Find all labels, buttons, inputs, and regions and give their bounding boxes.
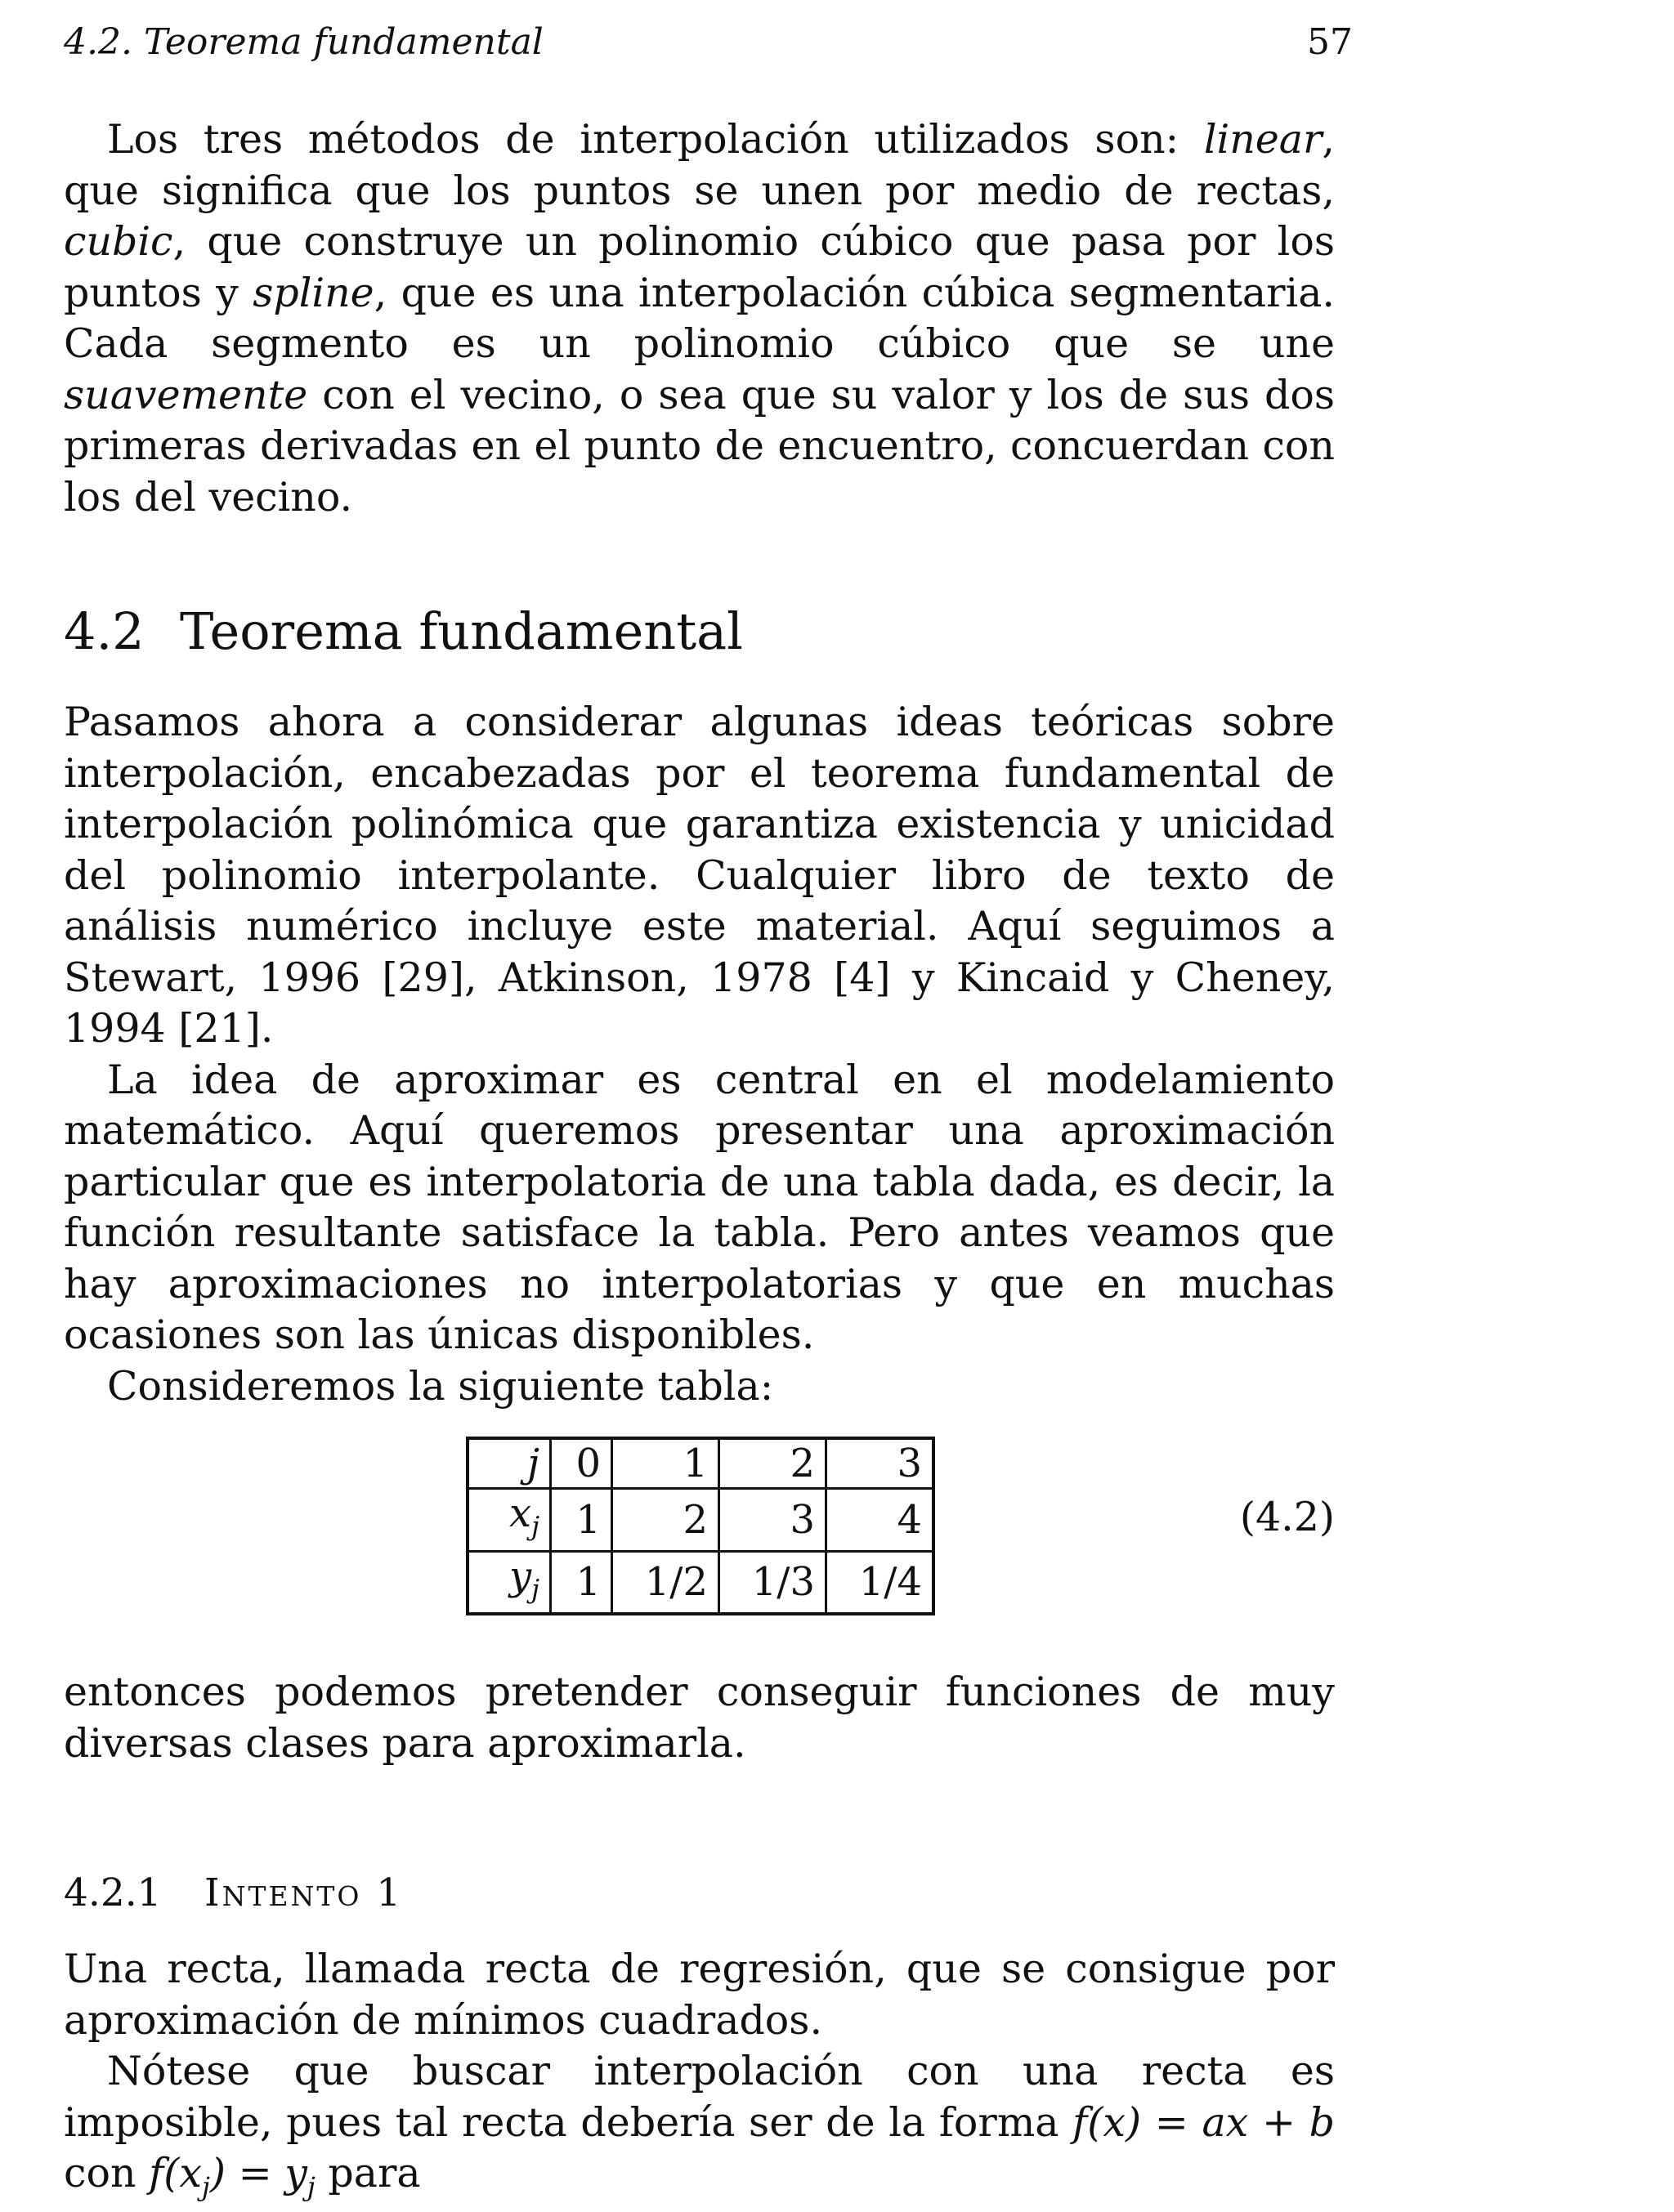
paragraph-after-table: entonces podemos pretender conseguir funciones de muy diversas clases para aproximarla. — [64, 1669, 1335, 1767]
text-run: para — [315, 2150, 421, 2196]
term-linear: linear — [1203, 116, 1323, 163]
paragraph-interpolation-methods — [64, 114, 1335, 523]
running-head — [64, 21, 1353, 70]
text-run: Los tres métodos de interpolación utilizados son: — [107, 116, 1204, 163]
paragraph-intro: Pasamos ahora a considerar algunas ideas teóricas sobre interpolación, encabezadas por el teorema fundamental de interpolación polinómica que garantiza existencia y unicidad del polinomio interpolante. Cualquier libro de texto de análisis numérico incluye este material. Aquí seguimos a Stewart, 1996 [29], Atkinson, 1978 [4] y Kincaid y Cheney, 1994 [21]. — [64, 699, 1335, 1052]
row-header — [468, 1489, 551, 1552]
table-row-y — [468, 1551, 933, 1614]
table-cell: 1/4 — [826, 1551, 934, 1614]
table-cell: 2 — [612, 1489, 719, 1552]
table-row-x — [468, 1489, 933, 1552]
table-cell: 4 — [826, 1489, 934, 1552]
paragraph-regression: Una recta, llamada recta de regresión, que se consigue por aproximación de mínimos cuadrados. — [64, 1946, 1335, 2044]
row-header-symbol: y — [508, 1553, 532, 1599]
math-linear-function: f(x) = ax + b — [1072, 2098, 1336, 2146]
data-table — [466, 1437, 935, 1615]
table-cell: 1/3 — [719, 1551, 826, 1614]
table-cell: 1 — [612, 1438, 719, 1489]
term-suavemente: suavemente — [64, 371, 308, 418]
math-interpolation-condition — [149, 2150, 316, 2202]
math-subscript: j — [307, 2170, 316, 2202]
paragraph-table-intro: Consideremos la siguiente tabla: — [107, 1362, 774, 1410]
table-block — [64, 1437, 1335, 1647]
table-cell: 1/2 — [612, 1551, 719, 1614]
table-cell: 0 — [551, 1438, 612, 1489]
math-part: ) = y — [209, 2150, 307, 2196]
math-part: f(x — [149, 2150, 202, 2196]
section-number: 4.2 — [64, 601, 145, 661]
section-title: Teorema fundamental — [180, 601, 743, 661]
term-spline: spline — [253, 269, 374, 316]
equation-number: (4.2) — [1239, 1494, 1335, 1540]
table-row-j — [468, 1438, 933, 1489]
subsection-number: 4.2.1 — [64, 1870, 162, 1915]
table-cell: 3 — [719, 1489, 826, 1552]
subsection-title: Intento 1 — [204, 1870, 404, 1915]
table-cell: 2 — [719, 1438, 826, 1489]
row-header — [468, 1551, 551, 1614]
text-run: con el vecino, o sea que su valor y los de sus dos primeras derivadas en el punto de encuentro, concuerdan con los del vecino. — [64, 371, 1335, 521]
row-header — [468, 1438, 551, 1489]
text-run: , que construye un polinomio cúbico que pasa por los puntos y — [64, 218, 1335, 316]
math-subscript: j — [201, 2170, 210, 2202]
table-cell: 1 — [551, 1551, 612, 1614]
row-header-symbol: x — [509, 1490, 532, 1536]
row-header-subscript: j — [531, 1573, 539, 1605]
text-run: con — [64, 2150, 150, 2196]
text-run: Nótese que buscar interpolación con una recta es imposible, pues tal recta debería ser de la forma — [64, 2048, 1335, 2146]
text-run: , que significa que los puntos se unen por medio de rectas, — [64, 116, 1335, 214]
subsection-heading — [64, 1869, 1335, 1918]
running-head-section: 4.2. Teorema fundamental — [64, 21, 544, 63]
page-number: 57 — [1307, 21, 1353, 63]
section-heading — [64, 602, 1335, 661]
paragraph-last — [64, 2046, 1335, 2212]
row-header-subscript: j — [531, 1510, 539, 1542]
text-run: , que es una interpolación cúbica segmentaria. Cada segmento es un polinomio cúbico que se une — [64, 269, 1335, 367]
table-cell: 3 — [826, 1438, 934, 1489]
document-body — [64, 114, 1335, 2212]
paragraph-idea: La idea de aproximar es central en el modelamiento matemático. Aquí queremos presentar una aproximación particular que es interpolatoria de una tabla dada, es decir, la función resultante satisface la tabla. Pero antes veamos que hay aproximaciones no interpolatorias y que en muchas ocasiones son las únicas disponibles. — [64, 1056, 1335, 1358]
table-cell: 1 — [551, 1489, 612, 1552]
row-header-symbol: j — [527, 1441, 539, 1486]
term-cubic: cubic — [64, 218, 173, 265]
